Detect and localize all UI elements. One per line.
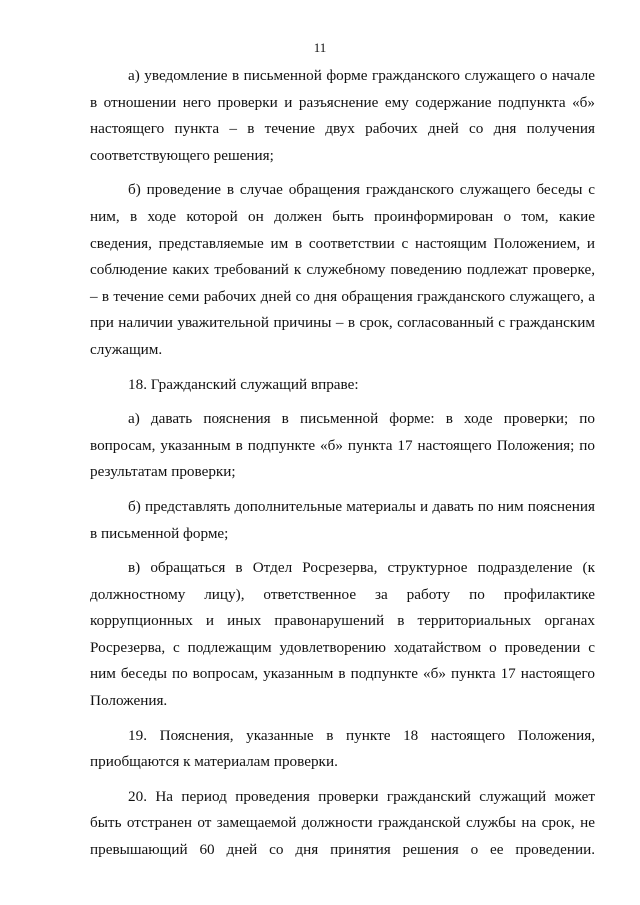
paragraph-18b: б) представлять дополнительные материалы и давать по ним пояснения в письменной форме; (90, 497, 595, 542)
paragraph-20: 20. На период проведения проверки гражданский служащий может быть отстранен от замещаемой должности гражданской службы на срок, не превышающий 60 дней со дня принятия решения о ее проведении. (90, 787, 595, 859)
paragraph-18a: а) давать пояснения в письменной форме: в ходе проверки; по вопросам, указанным в подпункте «б» пункта 17 настоящего Положения; по результатам проверки; (90, 410, 595, 481)
paragraph-19: 19. Пояснения, указанные в пункте 18 настоящего Положения, приобщаются к материалам проверки. (90, 726, 595, 771)
paragraph-17a: а) уведомление в письменной форме гражданского служащего о начале в отношении него проверки и разъяснение ему содержание подпункта «б» настоящего пункта – в течение двух рабочих дней со дня получения соответствующего решения; (90, 67, 595, 164)
paragraph-18c: в) обращаться в Отдел Росрезерва, структурное подразделение (к должностному лицу), ответственное за работу по профилактике коррупционных и иных правонарушений в территориальных органах Росрезерва, с подлежащим удовлетворению ходатайством о проведении с ним беседы по вопросам, указанным в подпункте «б» пункта 17 настоящего Положения. (90, 559, 595, 710)
paragraph-17b: б) проведение в случае обращения гражданского служащего беседы с ним, в ходе которой он должен быть проинформирован о том, какие сведения, представляемые им в соответствии с настоящим Положением, и соблюдение каких требований к служебному поведению подлежат проверке, – в течение семи рабочих дней со дня обращения гражданского служащего, а при наличии уважительной причины – в срок, согласованный с гражданским служащим. (90, 181, 595, 358)
paragraph-18-heading: 18. Гражданский служащий вправе: (128, 375, 359, 393)
document-body (90, 63, 595, 872)
page-number: 11 (313, 40, 327, 55)
